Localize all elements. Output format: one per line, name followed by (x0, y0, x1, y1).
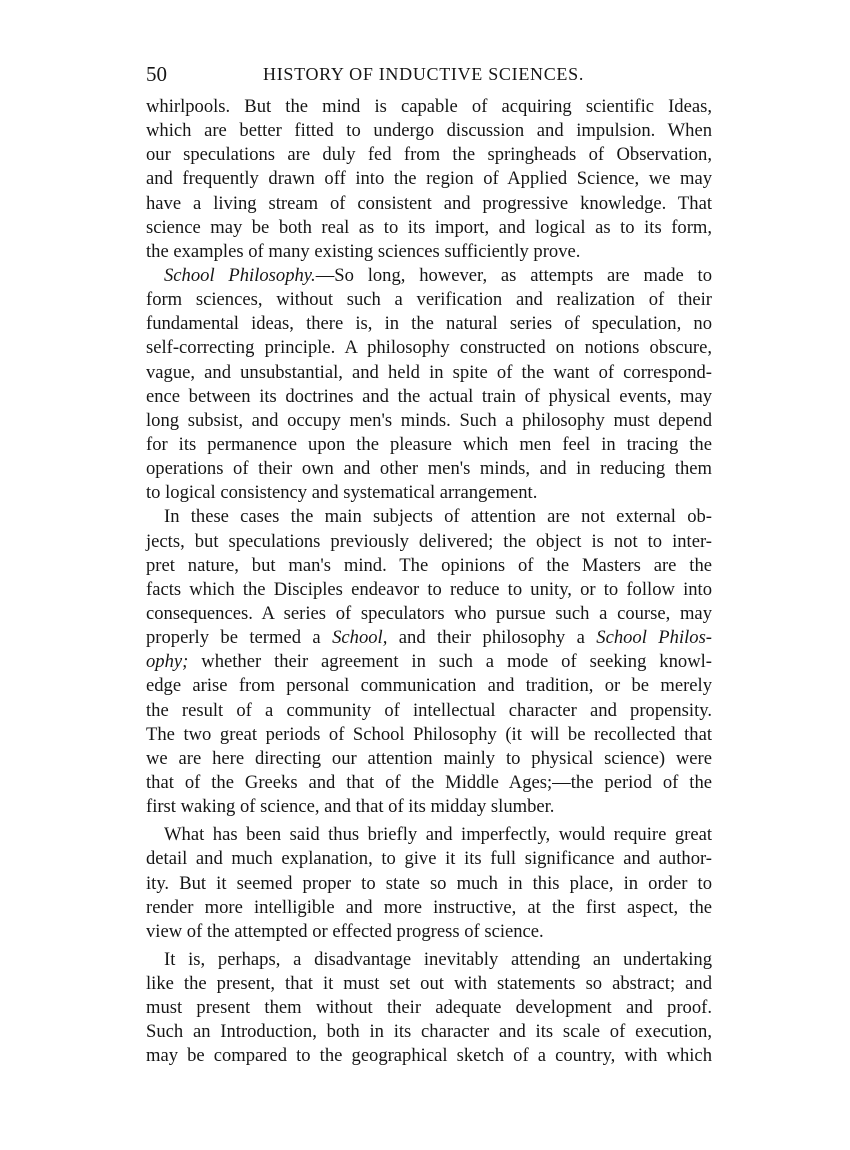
text-line: edge arise from personal communication and tradition, or be merely (146, 675, 712, 697)
paragraph (146, 264, 712, 505)
text-line: vague, and unsubstantial, and held in spite of the want of correspond- (146, 361, 712, 383)
text-line: the examples of many existing sciences sufficiently prove. (146, 240, 581, 262)
text-line: which are better fitted to undergo discussion and impulsion. When (146, 120, 712, 142)
text-line: long subsist, and occupy men's minds. Such a philosophy must depend (146, 409, 712, 431)
text-line: ity. But it seemed proper to state so much in this place, in order to (146, 872, 712, 894)
text-line: the result of a community of intellectual character and propensity. (146, 699, 712, 721)
text-line: may be compared to the geographical sketch of a country, with which (146, 1045, 712, 1067)
running-head (146, 62, 712, 88)
text-line: self-correcting principle. A philosophy constructed on notions obscure, (146, 337, 712, 359)
text-line: jects, but speculations previously delivered; the object is not to inter- (146, 530, 712, 552)
text-line: for its permanence upon the pleasure which men feel in tracing the (146, 433, 712, 455)
text-line: facts which the Disciples endeavor to reduce to unity, or to follow into (146, 578, 712, 600)
text-line: science may be both real as to its import, and logical as to its form, (146, 216, 712, 238)
text-line: The two great periods of School Philosophy (it will be recollected that (146, 723, 712, 745)
italic-text: ophy; (146, 651, 189, 673)
text-line: like the present, that it must set out with statements so abstract; and (146, 973, 712, 995)
text-line: pret nature, but man's mind. The opinions of the Masters are the (146, 554, 712, 576)
body-text (146, 95, 712, 1069)
text-line: form sciences, without such a verification and realization of their (146, 289, 712, 311)
text-line: What has been said thus briefly and imperfectly, would require great (164, 824, 712, 846)
text-line: our speculations are duly fed from the springheads of Observation, (146, 144, 712, 166)
text-line: operations of their own and other men's minds, and in reducing them (146, 458, 712, 480)
text-line: have a living stream of consistent and progressive knowledge. That (146, 192, 712, 214)
text-line: School Philosophy.—So long, however, as attempts are made to (164, 264, 712, 286)
text-line: properly be termed a School, and their philosophy a School Philos- (146, 627, 713, 649)
text-line: render more intelligible and more instructive, at the first aspect, the (146, 896, 712, 918)
text-line: Such an Introduction, both in its character and its scale of execution, (146, 1021, 712, 1043)
text-line: that of the Greeks and that of the Middle Ages;—the period of the (146, 771, 712, 793)
text-line: ence between its doctrines and the actual train of physical events, may (146, 385, 712, 407)
text-line: fundamental ideas, there is, in the natural series of speculation, no (146, 313, 712, 335)
italic-text: School Philosophy. (164, 264, 316, 286)
text-line: whirlpools. But the mind is capable of acquiring scientific Ideas, (146, 96, 712, 117)
text-line: first waking of science, and that of its midday slumber. (146, 796, 555, 818)
italic-text: School, (332, 627, 388, 649)
running-title: HISTORY OF INDUCTIVE SCIENCES. (263, 64, 585, 84)
text-line: consequences. A series of speculators who pursue such a course, may (146, 602, 712, 624)
text-line: detail and much explanation, to give it its full significance and author- (146, 848, 712, 870)
paragraph (146, 95, 712, 264)
text-line: and frequently drawn off into the region of Applied Science, we may (146, 168, 712, 190)
paragraph (146, 823, 712, 944)
text-line: we are here directing our attention mainly to physical science) were (146, 747, 712, 769)
page-number: 50 (146, 62, 167, 86)
text-line: to logical consistency and systematical arrangement. (146, 482, 538, 504)
paragraph (146, 505, 712, 819)
text-line: view of the attempted or effected progress of science. (146, 920, 544, 942)
text-line: ophy; whether their agreement in such a mode of seeking knowl- (146, 651, 712, 673)
text-line: In these cases the main subjects of attention are not external ob- (164, 506, 712, 528)
paragraph (146, 948, 712, 1069)
text-line: It is, perhaps, a disadvantage inevitably attending an undertaking (164, 948, 712, 970)
text-line: must present them without their adequate development and proof. (146, 997, 712, 1019)
italic-text: School Philos- (596, 627, 713, 649)
